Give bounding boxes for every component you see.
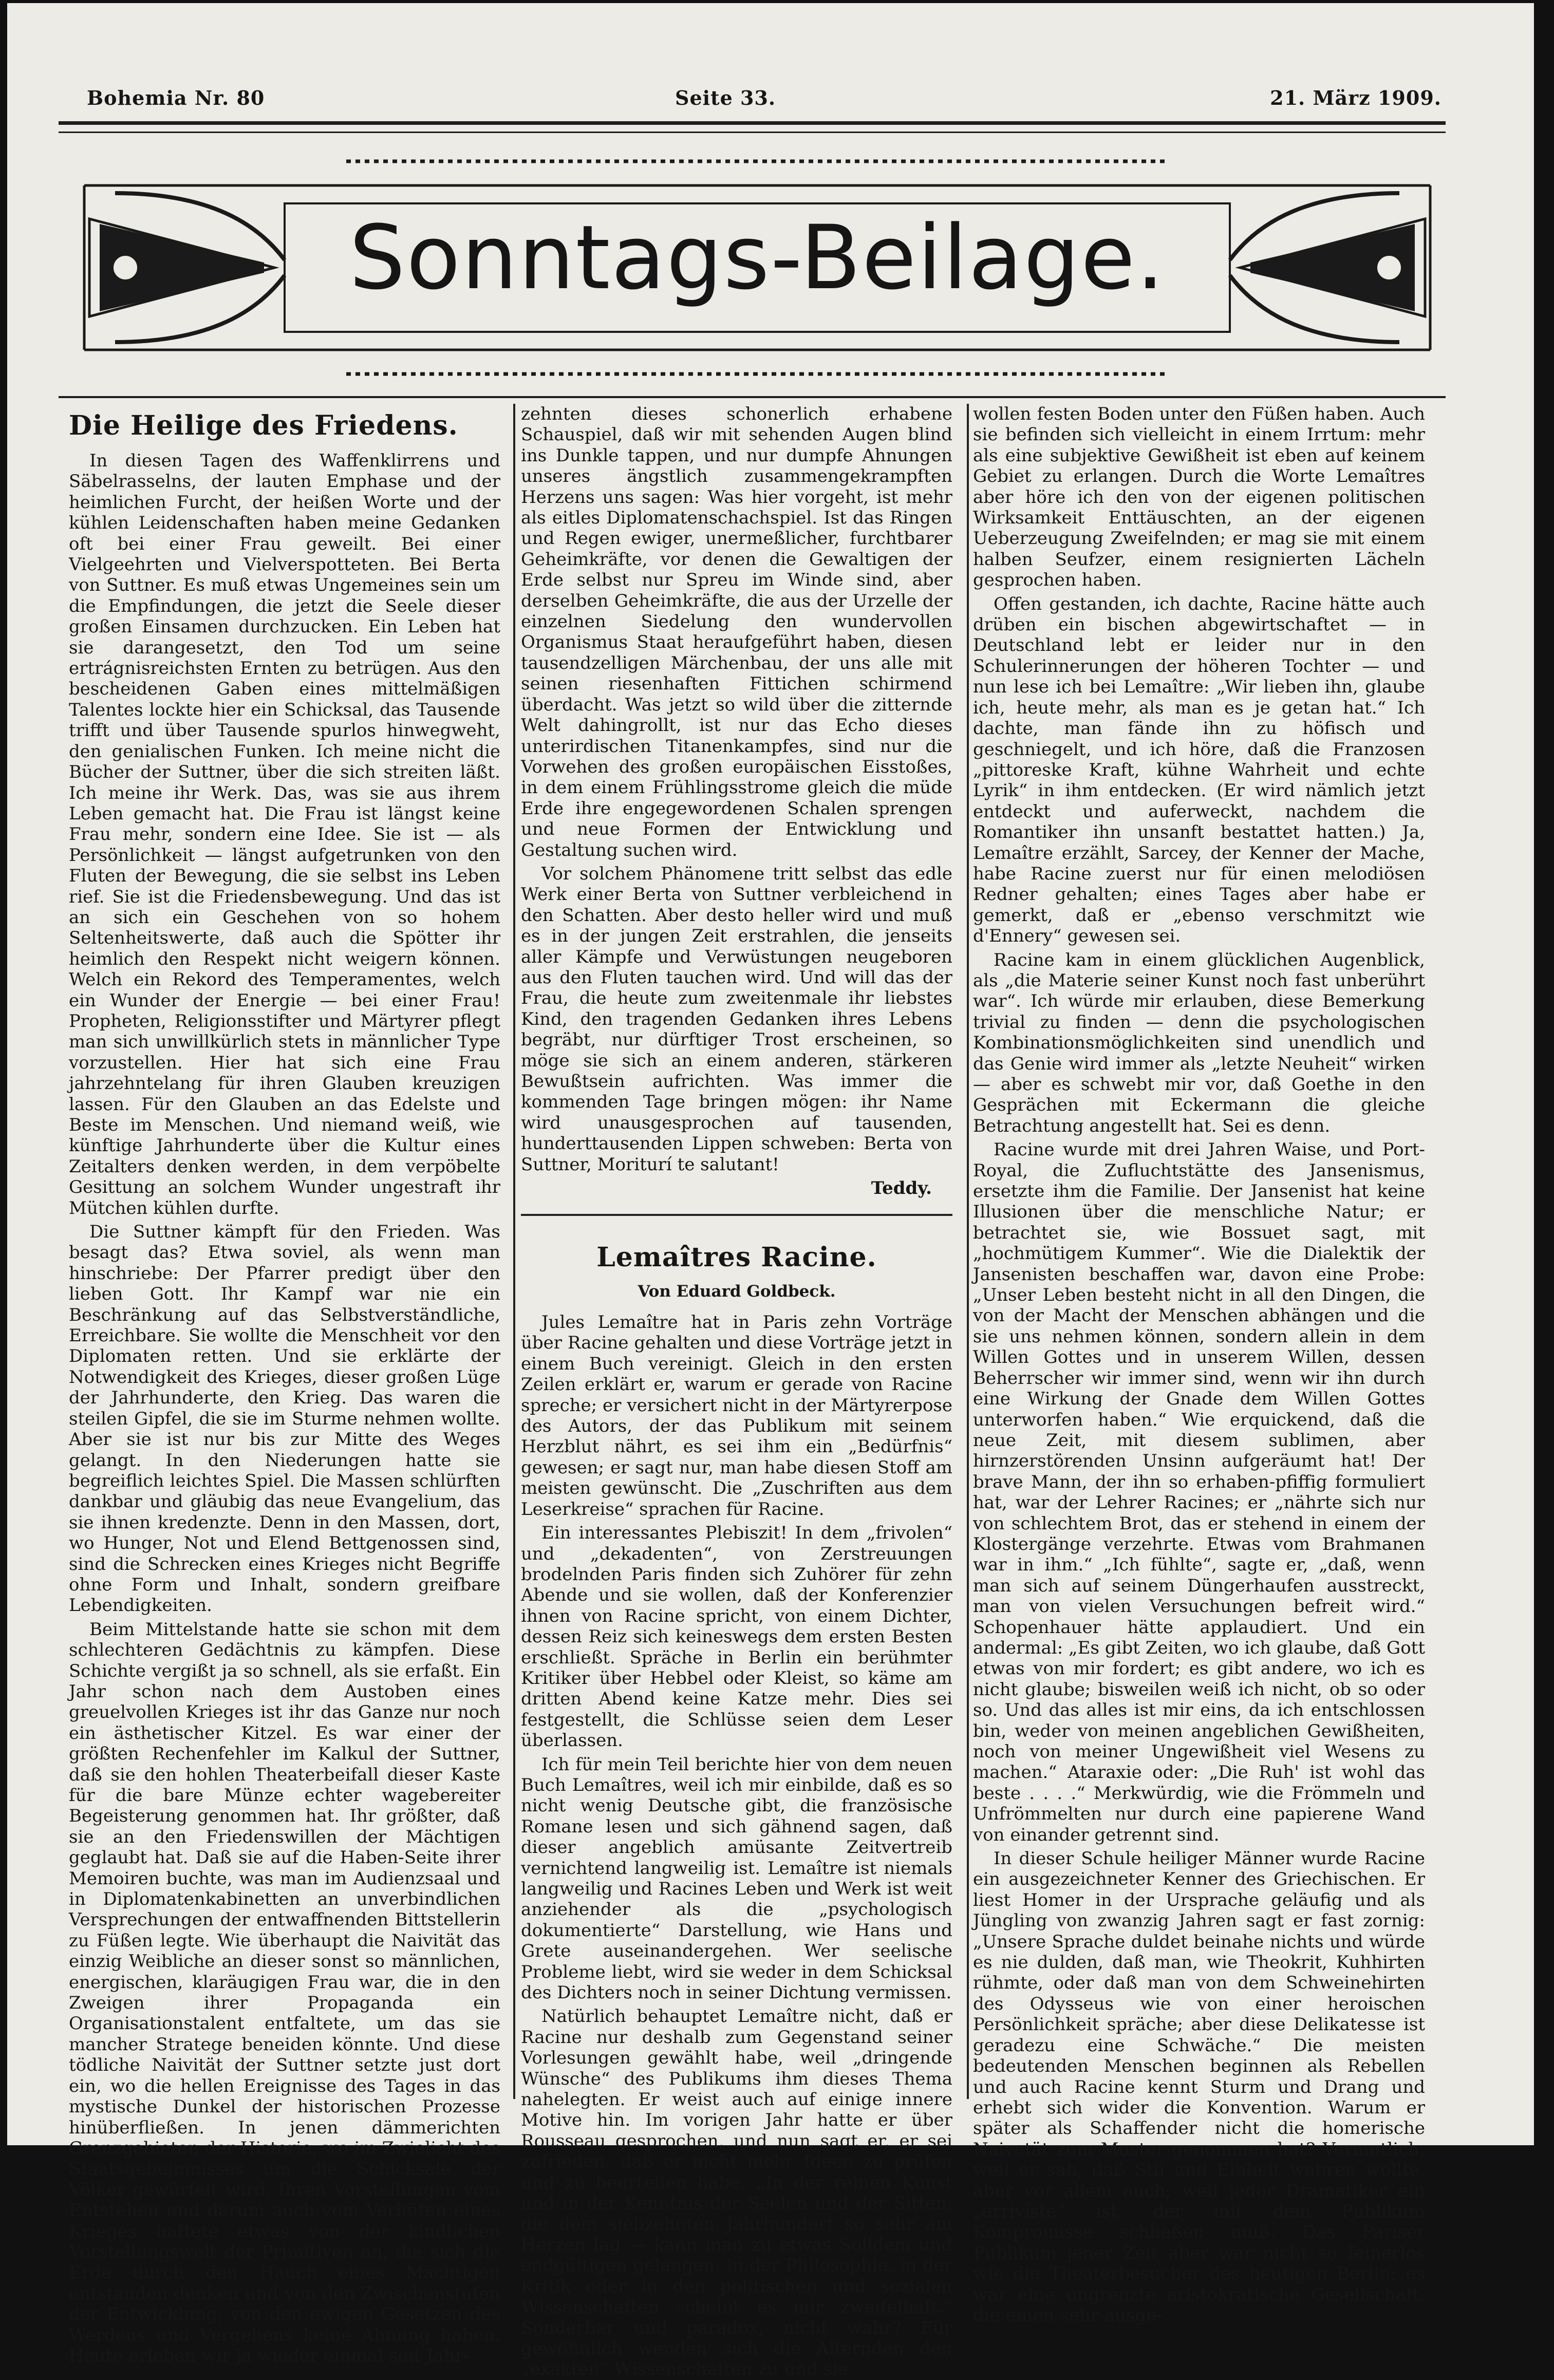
banner-title: Sonntags-Beilage.	[349, 206, 1166, 309]
paragraph: Racine wurde mit drei Jahren Waise, und Port-Royal, die Zufluchtstätte des Jansenismus, ersetzte ihm die Familie. Der Jansenist hat keine Illusionen über die menschliche Natur; er betrachtet sie, wie Bossuet sagt, mit „hochmütigem Kummer“. Wie die Dialektik der Jansenisten beschaffen war, davon eine Probe: „Unser Leben besteht nicht in all den Dingen, die von der Macht der Menschen abhängen und die sie uns nehmen können, sondern allein in dem Willen Gottes und in unserem Willen, dessen Beherrscher wir immer sind, wenn wir ihn durch eine Wirkung der Gnade dem Willen Gottes unterworfen haben.“ Wie erquickend, daß die neue Zeit, mit diesem sublimen, aber hirnzerstörenden Unsinn aufgeräumt hat! Der brave Mann, der ihn so erhaben-pfiffig formuliert hat, war der Lehrer Racines; er „nährte sich nur von schlechtem Brot, das er stehend in einem der Klostergänge verzehrte. Etwas vom Brahmanen war in ihm.“ „Ich fühlte“, sagte er, „daß, wenn man sich auf seinem Düngerhaufen ausstreckt, man von vielen Versuchungen befreit wird.“ Schopenhauer hätte applaudiert. Und ein andermal: „Es gibt Zeiten, wo ich glaube, daß Gott etwas von mir fordert; es gibt andere, wo ich es nicht glaube; bisweilen weiß ich nicht, ob so oder so. Und das alles ist mir eins, da ich entschlossen bin, weder von meinen angeblichen Gewißheiten, noch von meiner Ungewißheit viel Wesens zu machen.“ Ataraxie oder: „Die Ruh' ist wohl das beste . . . .“ Merkwürdig, wie die Frömmeln und Unfrömmelten nur durch eine papierene Wand von einander getrennt sind.	[973, 1139, 1425, 1845]
paragraph: Racine kam in einem glücklichen Augenblick, als „die Materie seiner Kunst noch fast unberührt war“. Ich würde mir erlauben, diese Bemerkung trivial zu finden — denn die psychologischen Kombinationsmöglichkeiten sind unendlich und das Genie wird immer als „letzte Neuheit“ wirken — aber es schwebt mir vor, daß Goethe in den Gesprächen mit Eckermann die gleiche Betrachtung angestellt hat. Sei es denn.	[973, 949, 1425, 1136]
paragraph: Die Suttner kämpft für den Frieden. Was besagt das? Etwa soviel, als wenn man hinschriebe: Der Pfarrer predigt über den lieben Gott. Ihr Kampf war nie ein Beschränkung auf das Selbstverständliche, Erreichbare. Sie wollte die Menschheit vor den Diplomaten retten. Und sie erklärte der Notwendigkeit des Krieges, dieser großen Lüge der Jahrhunderte, den Krieg. Das waren die steilen Gipfel, die sie im Sturme nehmen wollte. Aber sie ist nur bis zur Mitte des Weges gelangt. In den Niederungen hatte sie begreiflich leichtes Spiel. Die Massen schlürften dankbar und gläubig das neue Evangelium, das sie ihnen kredenzte. Denn in den Massen, dort, wo Hunger, Not und Elend Bettgenossen sind, sind die Schrecken eines Krieges nicht Begriffe ohne Form und Inhalt, sondern greifbare Lebendigkeiten.	[69, 1222, 500, 1616]
paragraph: In diesen Tagen des Waffenklirrens und Säbelrasselns, der lauten Emphase und der heimlichen Furcht, der heißen Worte und der kühlen Leidenschaften haben meine Gedanken oft bei einer Frau geweilt. Bei einer Vielgeehrten und Vielverspotteten. Bei Berta von Suttner. Es muß etwas Ungemeines sein um die Empfindungen, die jetzt die Seele dieser großen Einsamen durchzucken. Ein Leben hat sie darangesetzt, den Tod um seine ertrágnisreichsten Ernten zu betrügen. Aus den bescheidenen Gaben eines mittelmäßigen Talentes lockte hier ein Schicksal, das Tausende trifft und über Tausende spurlos hinwegweht, den genialischen Funken. Ich meine nicht die Bücher der Suttner, über die sich streiten läßt. Ich meine ihr Werk. Das, was sie aus ihrem Leben gemacht hat. Die Frau ist längst keine Frau mehr, sondern eine Idee. Sie ist — als Persönlichkeit — längst aufgetrunken von den Fluten der Bewegung, die sie selbst ins Leben rief. Sie ist die Friedensbewegung. Und das ist an sich ein Geschehen von so hohem Seltenheitswerte, daß auch die Spötter ihr heimlich den Respekt nicht weigern können. Welch ein Rekord des Temperamentes, welch ein Wunder der Energie — bei einer Frau! Propheten, Religionsstifter und Märtyrer pflegt man sich unwillkürlich stets in männlicher Type vorzustellen. Hier hat sich eine Frau jahrzehntelang für ihren Glauben kreuzigen lassen. Für den Glauben an das Edelste und Beste im Menschen. Und niemand weiß, wie künftige Jahrhunderte über die Kultur eines Zeitalters denken werden, in dem verpöbelte Gesittung an solchem Wunder ungestraft ihr Mütchen kühlen durfte.	[69, 451, 500, 1219]
article-title-racine: Lemaîtres Racine.	[596, 1242, 877, 1273]
paragraph: zehnten dieses schonerlich erhabene Schauspiel, daß wir mit sehenden Augen blind ins Dunkle tappen, und nur dumpfe Ahnungen unseres ängstlich zusammengekrampften Herzens uns sagen: Was hier vorgeht, ist mehr als eitles Diplomatenschachspiel. Ist das Ringen und Regen ewiger, unermeßlicher, furchtbarer Geheimkräfte, vor denen die Gewaltigen der Erde selbst nur Spreu im Winde sind, aber derselben Geheimkräfte, die aus der Urzelle der einzelnen Siedelung den wundervollen Organismus Staat heraufgeführt haben, diesen tausendzelligen Märchenbau, der uns alle mit seinen riesenhaften Fittichen schirmend überdacht. Was jetzt so wild über die zitternde Welt dahingrollt, ist nur das Echo dieses unterirdischen Titanenkampfes, sind nur die Vorwehen des großen europäischen Eisstoßes, in dem einem Frühlingsstrome gleich die müde Erde ihre engegewordenen Schalen sprengen und neue Formen der Entwicklung und Gestaltung suchen wird.	[521, 404, 952, 860]
running-head-date: 21. März 1909.	[1270, 86, 1441, 109]
paragraph: Beim Mittelstande hatte sie schon mit dem schlechteren Gedächtnis zu kämpfen. Diese Schichte vergißt ja so schnell, als sie erfaßt. Ein Jahr schon nach dem Austoben eines greuelvollen Krieges ist ihr das Ganze nur noch ein ästhetischer Kitzel. Es war einer der größten Rechenfehler im Kalkul der Suttner, daß sie den hohlen Theaterbeifall dieser Kaste für die bare Münze echter wagebereiter Begeisterung genommen hat. Ihr größter, daß sie an den Friedenswillen der Mächtigen geglaubt hat. Daß sie auf die Haben-Seite ihrer Memoiren buchte, was man im Audienzsaal und in Diplomatenkabinetten an unverbindlichen Versprechungen der entwaffnenden Bittstellerin zu Füßen legte. Wie überhaupt die Naivität das einzig Weibliche an dieser sonst so männlichen, energischen, klaräugigen Frau war, die in den Zweigen ihrer Propaganda ein Organisationstalent entfaltete, um das sie mancher Stratege beneiden könnte. Und diese tödliche Naivität der Suttner setzte just dort ein, wo die hellen Ereignisse des Tages in das mystische Dunkel der historischen Prozesse hinüberfließen. In jenen dämmerichten Grenzgebieten der Historie, wo im Zwielicht des Staatsgeheimnisses um die Schicksale der Völker gewürfelt wird. Ihren Vorstellungen vom Entstehen und darum auch vom Verhüten eines Krieges haftete etwas von der kindlichen Vorstellungswelt der Primitiven an, die sich die Erde durch den Hauch eines Mächtigen entstanden denken und von den Zwischenstufen der Entwicklung, von den ewigen Gesetzen des Werdens und Vergehens keine Ahnung haben. Heute erleben wir ja wieder einmal seit Jahr-	[69, 1619, 500, 2366]
article-separator	[521, 1214, 952, 1216]
article-byline: Von Eduard Goldbeck.	[638, 1282, 836, 1301]
newspaper-page	[7, 3, 1534, 2380]
running-head-issue: Bohemia Nr. 80	[87, 86, 265, 109]
running-head-page: Seite 33.	[675, 86, 776, 109]
paragraph: Natürlich behauptet Lemaître nicht, daß er Racine nur deshalb zum Gegenstand seiner Vorlesungen gewählt habe, weil „dringende Wünsche“ des Publikums ihm dieses Thema nahelegten. Er weist auch auf einige innere Motive hin. Im vorigen Jahr hatte er über Rousseau gesprochen, und nun sagt er, er sei zufrieden, daß er nicht mehr Ideen zu prüfen und zu beurteilen habe. „In der reinen Kunst und in der Kenntnis der Seelen und der Sitten, die dem siebzehnten Jahrhundert so sehr am Herzen lag — kann man zu etwas Solidem und endgültigen gelangen; in der Philosophie, in der Kritik oder in den politischen und sozialen Wissenschaften scheint es mir zweifelhaft.“ Sonderbar und paradox, nicht wahr? Für gewöhnlich wenden sich die Alternden den „exakten“ Wissenschaften zu und sie	[521, 2006, 952, 2380]
column-rule-1	[513, 404, 515, 2099]
paragraph: wollen festen Boden unter den Füßen haben. Auch sie befinden sich vielleicht in einem Irrtum: mehr als eine subjektive Gewißheit ist eben auf keinem Gebiet zu erlangen. Durch die Worte Lemaîtres aber höre ich den von der eigenen politischen Wirksamkeit Enttäuschten, an der eigenen Ueberzeugung Zweifelnden; er mag sie mit einem halben Seufzer, einem resignierten Lächeln gesprochen haben.	[973, 404, 1425, 591]
paragraph: Offen gestanden, ich dachte, Racine hätte auch drüben ein bischen abgewirtschaftet — in Deutschland lebt er leider nur in den Schulerinnerungen der höheren Tochter — und nun lese ich bei Lemaître: „Wir lieben ihn, glaube ich, heute mehr, als man es je getan hat.“ Ich dachte, man fände ihn zu höfisch und geschniegelt, und ich höre, daß die Franzosen „pittoreske Kraft, kühne Wahrheit und echte Lyrik“ in ihm entdecken. (Er wird nämlich jetzt entdeckt und auferweckt, nachdem die Romantiker ihn unsanft bestattet hatten.) Ja, Lemaître erzählt, Sarcey, der Kenner der Mache, habe Racine zuerst nur für einen melodiösen Redner gehalten; eines Tages aber habe er gemerkt, daß er „ebenso verschmitzt wie d'Ennery“ gewesen sei.	[973, 593, 1425, 947]
column-1	[69, 404, 500, 2366]
banner-bottom-rule	[59, 396, 1446, 398]
paragraph: Vor solchem Phänomene tritt selbst das edle Werk einer Berta von Suttner verbleichend in den Schatten. Aber desto heller wird und muß es in der jungen Zeit erstrahlen, die jenseits aller Kämpfe und Verwüstungen neugeboren aus den Fluten tauchen wird. Und will das der Frau, die heute zum zweitenmale ihr liebstes Kind, den tragenden Gedanken ihres Lebens begräbt, nur dürftiger Trost erscheinen, so möge sie sich an einem anderen, stärkeren Bewußtsein aufrichten. Was immer die kommenden Tage bringen mögen: ihr Name wird unausgesprochen auf tausenden, hunderttausenden Lippen schweben: Berta von Suttner, Moriturí te salutant!	[521, 863, 952, 1175]
paragraph: Ein interessantes Plebiszit! In dem „frivolen“ und „dekadenten“, von Zerstreuungen brodelnden Paris finden sich Zuhörer für zehn Abende und sie wollen, daß der Konferenzier ihnen von Racine spricht, von einem Dichter, dessen Reiz sich keineswegs dem ersten Besten erschließt. Spräche in Berlin ein berühmter Kritiker über Hebbel oder Kleist, so käme am dritten Abend keine Katze mehr. Dies sei festgestellt, die Schlüsse seien dem Leser überlassen.	[521, 1523, 952, 1751]
article-signature: Teddy.	[871, 1178, 932, 1199]
article-racine	[521, 1242, 952, 2380]
column-2	[521, 404, 952, 2380]
column-3	[973, 404, 1425, 2326]
paragraph: Ich für mein Teil berichte hier von dem neuen Buch Lemaîtres, weil ich mir einbilde, daß es so nicht wenig Deutsche gibt, die französische Romane lesen und sich gähnend sagen, daß dieser angeblich amüsante Zeitvertreib vernichtend langweilig ist. Lemaître ist niemals langweilig und Racines Leben und Werk ist weit anziehender als die „psychologisch dokumentierte“ Darstellung, wie Hans und Grete auseinandergehen. Wer seelische Probleme liebt, wird sie weder in dem Schicksal des Dichters noch in seiner Dichtung vermissen.	[521, 1754, 952, 2003]
article-title-friedens: Die Heilige des Friedens.	[69, 410, 458, 441]
supplement-banner	[69, 157, 1446, 378]
column-rule-2	[967, 404, 969, 2099]
header-rule-thin	[59, 132, 1446, 133]
header-rule-thick	[59, 121, 1446, 125]
paragraph: In dieser Schule heiliger Männer wurde Racine ein ausgezeichneter Kenner des Griechischen. Er liest Homer in der Ursprache geläufig und als Jüngling von zwanzig Jahren sagt er fast zornig: „Unsere Sprache duldet beinahe nichts und würde es nie dulden, daß man, wie Theokrit, Kuhhirten rühmte, oder daß man von dem Schweinehirten des Odysseus wie von einer heroischen Persönlichkeit spräche; aber diese Delikatesse ist geradezu eine Schwäche.“ Die meisten bedeutenden Menschen beginnen als Rebellen und auch Racine kennt Sturm und Drang und erhebt sich wider die Konvention. Warum er später als Schaffender nicht die homerische Naivetät zum Muster genommen hat? Vermutlich, weil er sah, daß Stil und Einheit wahren wollte, aber vor allem auch, weil jeder Dramatiker ein „arrivîste“ ist, der mit dem Publikum Kompromisse schließen muß. Das Pariser Publikum jener Zeit aber war nicht so feinerlos wie die Theaterbesucher des heutigen Berlin: es war eine ungrenzte aristokratische Gesellschaft, die einen sehr ausge-	[973, 1848, 1425, 2326]
paragraph: Jules Lemaître hat in Paris zehn Vorträge über Racine gehalten und diese Vorträge jetzt in einem Buch vereinigt. Gleich in den ersten Zeilen erklärt er, warum er gerade von Racine spreche; er versichert nicht in der Märtyrerpose des Autors, der das Publikum mit seinem Herzblut nährt, es sei ihm ein „Bedürfnis“ gewesen; er sagt nur, man habe diesen Stoff am meisten gewünscht. Die „Zuschriften aus dem Leserkreise“ sprachen für Racine.	[521, 1312, 952, 1520]
